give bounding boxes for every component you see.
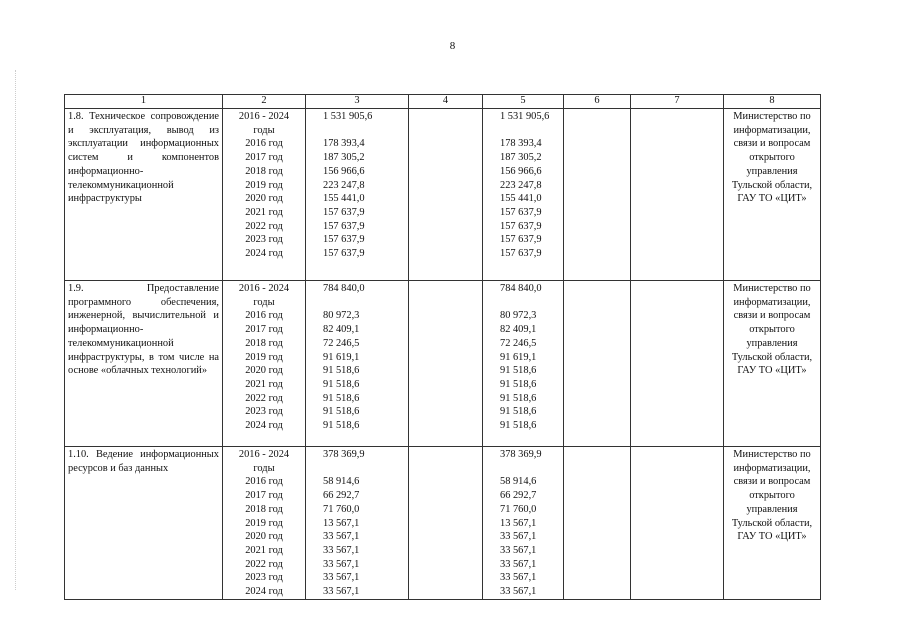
amount-col5-cell-line: 156 966,6	[500, 165, 542, 177]
amount-col5-cell-line: 33 567,1	[500, 544, 537, 556]
col6-cell	[564, 109, 631, 281]
table-row	[65, 109, 821, 281]
amount-col3-cell-line: 223 247,8	[323, 179, 365, 191]
amount-col5-cell-line: 33 567,1	[500, 586, 537, 598]
amount-col3-cell-line: 66 292,7	[323, 490, 360, 502]
executor-cell-line: информатизации,	[733, 124, 811, 136]
executor-cell-line: ГАУ ТО «ЦИТ»	[737, 531, 807, 543]
period-cell-line: 2024 год	[245, 586, 283, 598]
amount-col3-cell-line: 80 972,3	[323, 310, 360, 322]
period-cell-line: 2020 год	[245, 365, 283, 377]
amount-col3-cell-line: 72 246,5	[323, 337, 360, 349]
period-cell-line: 2021 год	[245, 378, 283, 390]
amount-col5-cell-line: 33 567,1	[500, 558, 537, 570]
executor-cell-line: управления	[746, 503, 798, 515]
amount-col3-cell-line	[309, 124, 405, 138]
header-col-8: 8	[724, 95, 821, 109]
amount-col5-cell-line: 91 518,6	[500, 392, 537, 404]
executor-cell-line: Министерство по	[733, 283, 811, 294]
amount-col3-cell-line: 187 305,2	[323, 152, 365, 164]
executor-cell-line: управления	[746, 337, 798, 349]
period-cell	[223, 109, 306, 281]
col4-cell	[409, 447, 483, 600]
amount-col3-cell-line: 33 567,1	[323, 531, 360, 543]
amount-col5-cell-line: 223 247,8	[500, 179, 542, 191]
amount-col5-cell-line: 157 637,9	[500, 248, 542, 260]
amount-col3-cell-line	[309, 296, 405, 310]
amount-col5-cell-line: 58 914,6	[500, 476, 537, 488]
amount-col5-cell-line: 91 518,6	[500, 378, 537, 390]
period-cell-line: 2016 год	[245, 476, 283, 488]
amount-col3-cell-line: 82 409,1	[323, 324, 360, 336]
amount-col3-cell-line: 33 567,1	[323, 544, 360, 556]
header-col-3: 3	[306, 95, 409, 109]
period-cell	[223, 281, 306, 447]
activity-name: 1.8. Техническое сопровождение и эксплуатация, вывод из эксплуатации информационных систем и компонентов информационно-телекоммуникационной инфраструктуры	[65, 109, 223, 281]
amount-col3-cell-line: 91 518,6	[323, 420, 360, 432]
period-cell-line: 2020 год	[245, 531, 283, 543]
period-cell-line: 2020 год	[245, 193, 283, 205]
amount-col3-cell-line: 58 914,6	[323, 476, 360, 488]
executor-cell-line: открытого	[749, 490, 795, 502]
amount-col3-cell-line: 157 637,9	[323, 248, 365, 260]
period-cell-line: 2023 год	[245, 234, 283, 246]
executor-cell-line: связи и вопросам	[733, 138, 811, 150]
period-cell-line: 2017 год	[245, 152, 283, 164]
amount-col5-cell-line: 157 637,9	[500, 206, 542, 218]
amount-col5-cell-line: 33 567,1	[500, 572, 537, 584]
amount-col5-cell-line: 80 972,3	[500, 310, 537, 322]
period-cell-line: 2017 год	[245, 324, 283, 336]
amount-col3-cell-line: 91 518,6	[323, 392, 360, 404]
amount-col5-cell-line: 1 531 905,6	[500, 111, 550, 122]
executor-cell-line: Тульской области,	[731, 351, 813, 363]
amount-col3-cell-line: 91 518,6	[323, 378, 360, 390]
period-cell-line: 2016 - 2024	[238, 111, 290, 122]
amount-col3-cell-line: 155 441,0	[323, 193, 365, 205]
amount-col3-cell-line: 33 567,1	[323, 572, 360, 584]
period-cell-line: 2016 - 2024	[238, 283, 290, 294]
amount-col5-cell-line: 91 518,6	[500, 406, 537, 418]
period-cell-line: 2023 год	[245, 406, 283, 418]
col7-cell	[631, 109, 724, 281]
amount-col3-cell-line: 13 567,1	[323, 517, 360, 529]
col4-cell	[409, 281, 483, 447]
amount-col5-cell-line	[486, 462, 560, 476]
period-cell-line: 2017 год	[245, 490, 283, 502]
period-cell-line: 2019 год	[245, 351, 283, 363]
amount-col5-cell-line: 155 441,0	[500, 193, 542, 205]
period-cell-line: 2024 год	[245, 248, 283, 260]
amount-col3-cell-line: 33 567,1	[323, 558, 360, 570]
period-cell-line: 2022 год	[245, 220, 283, 232]
col4-cell	[409, 109, 483, 281]
period-cell-line: годы	[253, 296, 275, 308]
amount-col3-cell-line: 91 518,6	[323, 406, 360, 418]
executor-cell-line: управления	[746, 165, 798, 177]
executor-cell	[724, 447, 821, 600]
amount-col5-cell-line: 157 637,9	[500, 220, 542, 232]
executor-cell-line: открытого	[749, 324, 795, 336]
amount-col5-cell-line: 66 292,7	[500, 490, 537, 502]
amount-col3-cell-line: 157 637,9	[323, 206, 365, 218]
executor-cell	[724, 281, 821, 447]
col7-cell	[631, 281, 724, 447]
executor-cell-line: Министерство по	[733, 449, 811, 460]
amount-col5-cell-line: 82 409,1	[500, 324, 537, 336]
period-cell-line: 2023 год	[245, 572, 283, 584]
period-cell-line: годы	[253, 124, 275, 136]
amount-col3-cell-line: 784 840,0	[323, 283, 365, 294]
amount-col3-cell-line: 378 369,9	[323, 449, 365, 460]
amount-col3-cell-line: 33 567,1	[323, 586, 360, 598]
period-cell-line: 2018 год	[245, 337, 283, 349]
executor-cell-line: информатизации,	[733, 296, 811, 308]
amount-col3-cell	[306, 109, 409, 281]
period-cell-line: 2021 год	[245, 544, 283, 556]
amount-col5-cell-line: 72 246,5	[500, 337, 537, 349]
amount-col3-cell-line: 157 637,9	[323, 234, 365, 246]
period-cell-line: 2016 - 2024	[238, 449, 290, 460]
executor-cell-line: ГАУ ТО «ЦИТ»	[737, 193, 807, 205]
amount-col5-cell	[483, 109, 564, 281]
amount-col3-cell-line: 71 760,0	[323, 503, 360, 515]
amount-col5-cell-line: 91 518,6	[500, 420, 537, 432]
page-number: 8	[449, 40, 456, 52]
period-cell-line: 2022 год	[245, 558, 283, 570]
header-col-5: 5	[483, 95, 564, 109]
amount-col3-cell-line: 156 966,6	[323, 165, 365, 177]
period-cell	[223, 447, 306, 600]
period-cell-line: 2022 год	[245, 392, 283, 404]
amount-col5-cell-line: 13 567,1	[500, 517, 537, 529]
activity-name: 1.10. Ведение информационных ресурсов и баз данных	[65, 447, 223, 600]
table-row	[65, 447, 821, 600]
executor-cell-line: Тульской области,	[731, 517, 813, 529]
header-col-7: 7	[631, 95, 724, 109]
period-cell-line: 2018 год	[245, 165, 283, 177]
header-col-2: 2	[223, 95, 306, 109]
period-cell-line: 2019 год	[245, 179, 283, 191]
header-row	[65, 95, 821, 109]
period-cell-line: 2016 год	[245, 310, 283, 322]
amount-col5-cell-line: 178 393,4	[500, 138, 542, 150]
amount-col5-cell-line: 157 637,9	[500, 234, 542, 246]
program-table	[64, 94, 821, 600]
period-cell-line: 2019 год	[245, 517, 283, 529]
activity-name: 1.9. Предоставление программного обеспечения, инженерной, вычислительной и информационно-телекоммуникационной инфраструктуры, в том числе на основе «облачных технологий»	[65, 281, 223, 447]
amount-col5-cell	[483, 281, 564, 447]
header-col-1: 1	[65, 95, 223, 109]
amount-col3-cell-line: 178 393,4	[323, 138, 365, 150]
amount-col3-cell-line: 157 637,9	[323, 220, 365, 232]
executor-cell-line: открытого	[749, 152, 795, 164]
table-row	[65, 281, 821, 447]
header-col-4: 4	[409, 95, 483, 109]
executor-cell-line: информатизации,	[733, 462, 811, 474]
col6-cell	[564, 447, 631, 600]
header-col-6: 6	[564, 95, 631, 109]
amount-col5-cell-line: 378 369,9	[500, 449, 542, 460]
period-cell-line: 2018 год	[245, 503, 283, 515]
period-cell-line: 2021 год	[245, 206, 283, 218]
executor-cell-line: связи и вопросам	[733, 310, 811, 322]
amount-col5-cell-line: 33 567,1	[500, 531, 537, 543]
amount-col3-cell	[306, 447, 409, 600]
amount-col3-cell-line: 91 619,1	[323, 351, 360, 363]
amount-col5-cell-line: 71 760,0	[500, 503, 537, 515]
margin-dots	[15, 70, 17, 590]
executor-cell-line: ГАУ ТО «ЦИТ»	[737, 365, 807, 377]
executor-cell	[724, 109, 821, 281]
executor-cell-line: связи и вопросам	[733, 476, 811, 488]
executor-cell-line: Министерство по	[733, 111, 811, 122]
period-cell-line: 2024 год	[245, 420, 283, 432]
amount-col3-cell-line: 1 531 905,6	[323, 111, 373, 122]
col7-cell	[631, 447, 724, 600]
amount-col5-cell-line: 187 305,2	[500, 152, 542, 164]
amount-col5-cell-line: 91 518,6	[500, 365, 537, 377]
executor-cell-line: Тульской области,	[731, 179, 813, 191]
amount-col5-cell	[483, 447, 564, 600]
amount-col5-cell-line	[486, 296, 560, 310]
amount-col5-cell-line	[486, 124, 560, 138]
amount-col5-cell-line: 784 840,0	[500, 283, 542, 294]
col6-cell	[564, 281, 631, 447]
period-cell-line: годы	[253, 462, 275, 474]
amount-col3-cell	[306, 281, 409, 447]
amount-col5-cell-line: 91 619,1	[500, 351, 537, 363]
amount-col3-cell-line	[309, 462, 405, 476]
amount-col3-cell-line: 91 518,6	[323, 365, 360, 377]
period-cell-line: 2016 год	[245, 138, 283, 150]
